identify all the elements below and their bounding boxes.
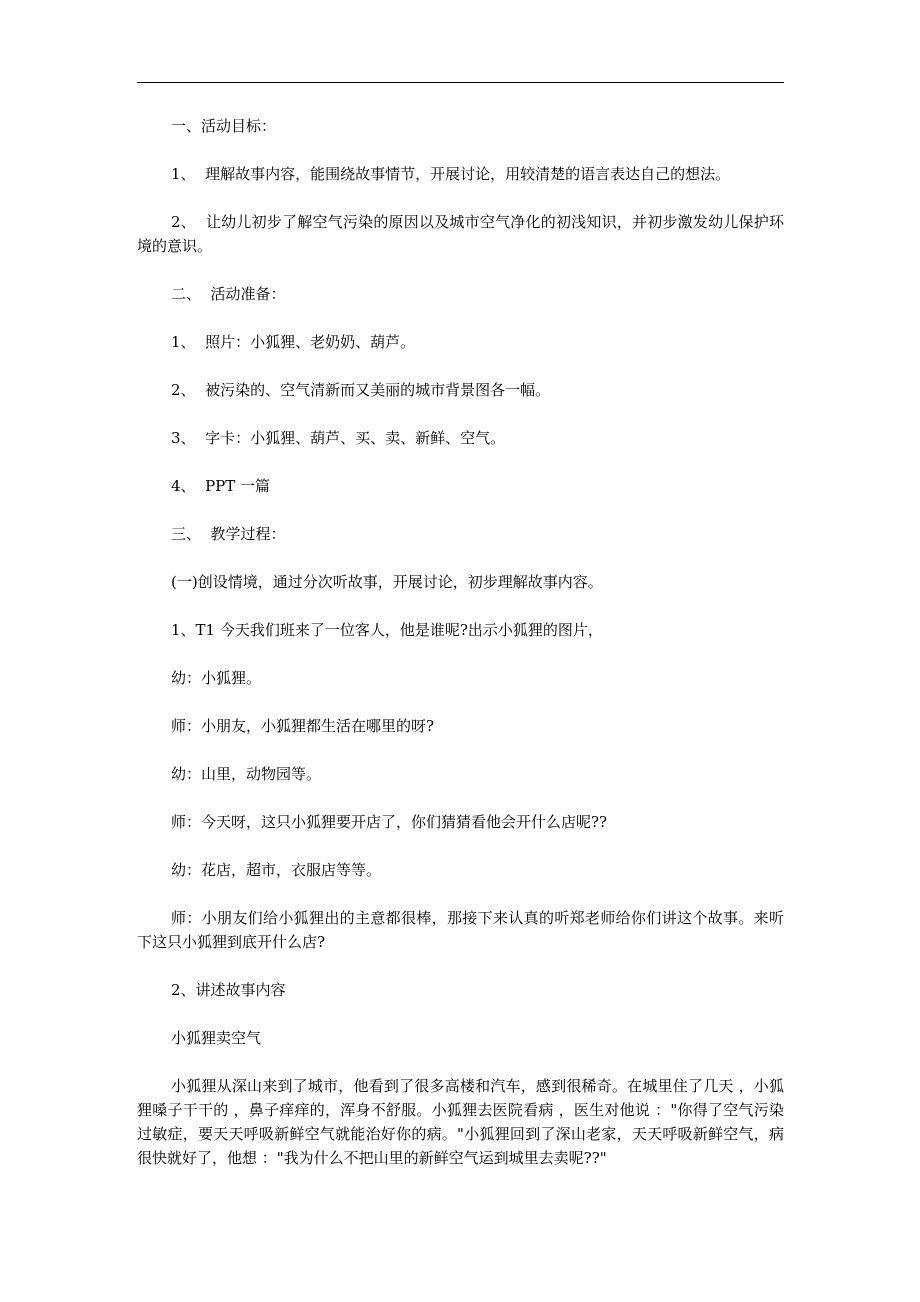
- dialogue-line: 幼：山里，动物园等。: [171, 765, 322, 783]
- goal-item-1: 1、 理解故事内容，能围绕故事情节，开展讨论，用较清楚的语言表达自己的想法。: [171, 165, 731, 183]
- process-step-2: 2、讲述故事内容: [171, 981, 286, 999]
- story-text: 小狐狸从深山来到了城市，他看到了很多高楼和汽车，感到很稀奇。在城里住了几天 ，小狐狸嗓子干干的 ，鼻子痒痒的，浑身不舒服。小狐狸去医院看病 ，医生对他说 ："你得了空气污染过敏症，要天天呼吸新鲜空气就能治好你的病。"小狐狸回到了深山老家，天天呼吸新鲜空气，病很快就好了，他想 ："我为什么不把山里的新鲜空气运到城里去卖呢??": [137, 1077, 784, 1167]
- heading-teaching-process: 三、 教学过程：: [171, 525, 286, 543]
- dialogue-line: 师：今天呀，这只小狐狸要开店了，你们猜猜看他会开什么店呢??: [171, 813, 608, 831]
- dialogue-line: 师：小朋友们给小狐狸出的主意都很棒，那接下来认真的听郑老师给你们讲这个故事。来听下这只小狐狸到底开什么店?: [137, 909, 784, 951]
- prep-item-4: 4、 PPT 一篇: [171, 477, 271, 495]
- document-body: [137, 114, 784, 1170]
- story-title: 小狐狸卖空气: [171, 1029, 262, 1047]
- dialogue-line: 幼：花店，超市，衣服店等等。: [171, 861, 382, 879]
- process-step-1: 1、T1 今天我们班来了一位客人，他是谁呢?出示小狐狸的图片，: [171, 621, 603, 639]
- dialogue-line: 师：小朋友，小狐狸都生活在哪里的呀?: [171, 717, 435, 735]
- prep-item-1: 1、 照片：小狐狸、老奶奶、葫芦。: [171, 333, 416, 351]
- dialogue-line: 幼：小狐狸。: [171, 669, 262, 687]
- prep-item-3: 3、 字卡：小狐狸、葫芦、买、卖、新鲜、空气。: [171, 429, 506, 447]
- header-rule: [137, 82, 784, 83]
- prep-item-2: 2、 被污染的、空气清新而又美丽的城市背景图各一幅。: [171, 381, 551, 399]
- goal-item-2: 2、 让幼儿初步了解空气污染的原因以及城市空气净化的初浅知识，并初步激发幼儿保护环境的意识。: [137, 213, 784, 255]
- heading-activity-goals: 一、活动目标：: [171, 117, 277, 135]
- process-step-intro: (一)创设情境，通过分次听故事，开展讨论，初步理解故事内容。: [171, 573, 603, 591]
- heading-activity-preparation: 二、 活动准备：: [171, 285, 286, 303]
